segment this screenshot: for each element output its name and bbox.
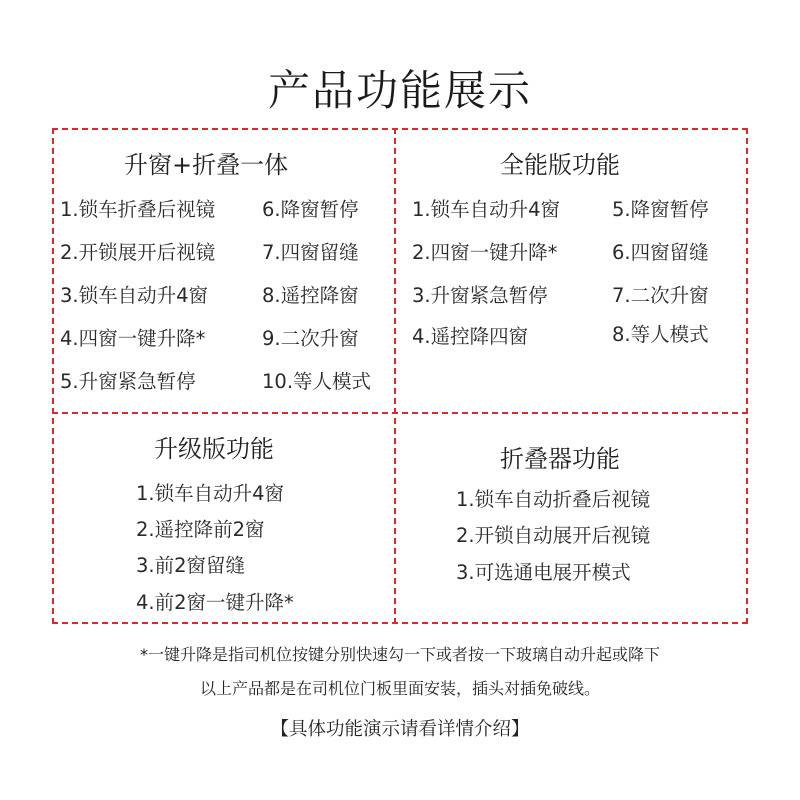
combo-item: 10.等人模式 — [262, 370, 372, 393]
full-item: 3.升窗紧急暂停 — [412, 284, 548, 307]
combo-item: 7.四窗留缝 — [262, 241, 359, 264]
full-title: 全能版功能 — [500, 151, 620, 179]
footnote-line-2: 以上产品都是在司机位门板里面安装，插头对插免破线。 — [199, 679, 600, 698]
fold-title: 折叠器功能 — [500, 445, 620, 473]
upgrade-item: 3.前2窗留缝 — [136, 554, 246, 577]
grid-border-top — [52, 128, 748, 130]
feature-grid — [52, 128, 748, 624]
page-title: 产品功能展示 — [267, 66, 532, 115]
full-item: 5.降窗暂停 — [612, 198, 709, 221]
upgrade-item: 2.遥控降前2窗 — [136, 518, 265, 541]
grid-border-right — [746, 128, 748, 624]
full-item: 2.四窗一键升降* — [412, 241, 558, 264]
fold-item: 1.锁车自动折叠后视镜 — [456, 488, 651, 511]
combo-item: 8.遥控降窗 — [262, 284, 359, 307]
combo-item: 4.四窗一键升降* — [60, 327, 206, 350]
grid-border-left — [52, 128, 54, 624]
combo-title: 升窗+折叠一体 — [124, 151, 289, 179]
combo-item: 6.降窗暂停 — [262, 198, 359, 221]
full-item: 8.等人模式 — [612, 323, 709, 346]
combo-item: 1.锁车折叠后视镜 — [60, 198, 216, 221]
grid-border-bottom — [52, 622, 748, 624]
upgrade-item: 4.前2窗一键升降* — [136, 591, 294, 614]
upgrade-item: 1.锁车自动升4窗 — [136, 482, 285, 505]
upgrade-title: 升级版功能 — [154, 435, 274, 463]
footnote-line-1: *一键升降是指司机位按键分别快速勾一下或者按一下玻璃自动升起或降下 — [139, 645, 660, 664]
fold-item: 2.开锁自动展开后视镜 — [456, 524, 651, 547]
fold-item: 3.可选通电展开模式 — [456, 561, 631, 584]
combo-item: 5.升窗紧急暂停 — [60, 370, 196, 393]
combo-item: 9.二次升窗 — [262, 327, 359, 350]
combo-item: 2.开锁展开后视镜 — [60, 241, 216, 264]
grid-border-middle — [52, 412, 748, 414]
full-item: 4.遥控降四窗 — [412, 325, 529, 348]
combo-item: 3.锁车自动升4窗 — [60, 284, 209, 307]
full-item: 7.二次升窗 — [612, 284, 709, 307]
full-item: 1.锁车自动升4窗 — [412, 198, 561, 221]
details-link[interactable]: 【具体功能演示请看详情介绍】 — [270, 719, 530, 740]
grid-border-center — [394, 128, 396, 624]
full-item: 6.四窗留缝 — [612, 241, 709, 264]
